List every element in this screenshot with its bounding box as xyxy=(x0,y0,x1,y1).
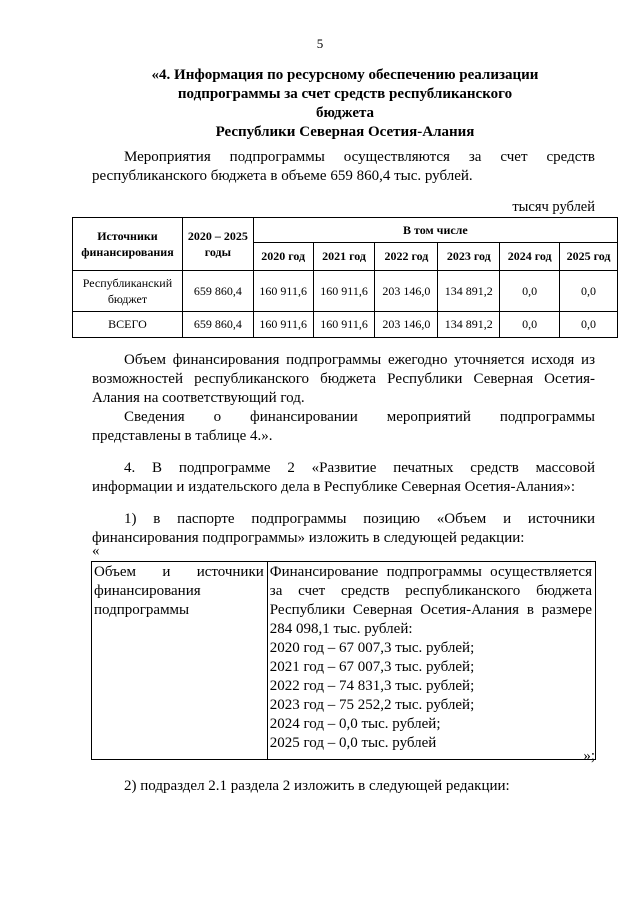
header-year: 2025 год xyxy=(560,243,618,271)
passport-table xyxy=(91,561,596,760)
passport-label-cell xyxy=(92,562,268,760)
cell-value: 160 911,6 xyxy=(313,312,375,338)
header-including: В том числе xyxy=(253,218,617,243)
passport-year-line: 2022 год – 74 831,3 тыс. рублей; xyxy=(269,678,475,694)
intro-paragraph xyxy=(92,148,595,186)
passport-year-line: 2023 год – 75 252,2 тыс. рублей; xyxy=(269,697,475,713)
passport-label-line: подпрограммы xyxy=(94,602,190,618)
paragraph-line: Сведения о финансировании мероприятий подпрограммы xyxy=(124,409,595,425)
cell-source: Республиканский бюджет xyxy=(73,271,183,312)
paragraph-line: представлены в таблице 4.». xyxy=(92,428,273,444)
page-number: 5 xyxy=(316,36,324,51)
paragraph-line: республиканского бюджета в объеме 659 860,4 тыс. рублей. xyxy=(92,168,473,184)
cell-total: 659 860,4 xyxy=(182,271,253,312)
unit-label: тысяч рублей xyxy=(512,199,595,215)
header-year: 2021 год xyxy=(313,243,375,271)
paragraph-line: возможностей республиканского бюджета Республики Северная Осетия- xyxy=(92,371,595,387)
header-year: 2024 год xyxy=(500,243,560,271)
passport-text-line: за счет средств республиканского бюджета xyxy=(269,583,592,599)
paragraph-line: 4. В подпрограмме 2 «Развитие печатных средств массовой xyxy=(124,460,595,476)
opening-quote: « xyxy=(92,543,100,559)
paragraph-line: Алания на соответствующий год. xyxy=(92,390,305,406)
section-heading xyxy=(150,66,540,142)
paragraph-line: информации и издательского дела в Республике Северная Осетия-Алания»: xyxy=(92,479,576,495)
cell-value: 134 891,2 xyxy=(438,312,500,338)
heading-line: Республики Северная Осетия-Алания xyxy=(215,124,475,140)
paragraph-line: Объем финансирования подпрограммы ежегодно уточняется исходя из xyxy=(124,352,595,368)
header-source: Источники финансирования xyxy=(73,218,183,271)
header-year: 2022 год xyxy=(375,243,438,271)
closing-quote: »; xyxy=(583,748,595,764)
passport-year-line: 2020 год – 67 007,3 тыс. рублей; xyxy=(269,640,475,656)
passport-text-line: 284 098,1 тыс. рублей: xyxy=(269,621,413,637)
paragraph-line: 2) подраздел 2.1 раздела 2 изложить в следующей редакции: xyxy=(124,778,510,794)
cell-value: 134 891,2 xyxy=(438,271,500,312)
paragraph-line: Мероприятия подпрограммы осуществляются за счет средств xyxy=(124,149,595,165)
cell-value: 160 911,6 xyxy=(313,271,375,312)
cell-value: 160 911,6 xyxy=(253,271,313,312)
passport-label-line: Объем и источники xyxy=(94,564,264,580)
heading-line: подпрограммы за счет средств республиканского бюджета xyxy=(177,86,513,121)
passport-label-line: финансирования xyxy=(94,583,201,599)
cell-value: 203 146,0 xyxy=(375,271,438,312)
item4-paragraph xyxy=(92,459,595,497)
cell-source: ВСЕГО xyxy=(73,312,183,338)
header-total: 2020 – 2025 годы xyxy=(182,218,253,271)
cell-value: 0,0 xyxy=(560,312,618,338)
passport-year-line: 2025 год – 0,0 тыс. рублей xyxy=(269,735,437,751)
header-year: 2020 год xyxy=(253,243,313,271)
paragraph-line: 1) в паспорте подпрограммы позицию «Объем и источники xyxy=(124,511,595,527)
cell-value: 160 911,6 xyxy=(253,312,313,338)
header-year: 2023 год xyxy=(438,243,500,271)
table-row xyxy=(73,312,618,338)
passport-year-line: 2021 год – 67 007,3 тыс. рублей; xyxy=(269,659,475,675)
table-row xyxy=(73,271,618,312)
heading-line: «4. Информация по ресурсному обеспечению реализации xyxy=(151,67,539,83)
passport-value-cell xyxy=(267,562,595,760)
paragraph-line: финансирования подпрограммы» изложить в следующей редакции: xyxy=(92,530,525,546)
passport-text-line: Финансирование подпрограммы осуществляется xyxy=(269,564,592,580)
passport-text-line: Республики Северная Осетия-Алания в размере xyxy=(269,602,592,618)
cell-value: 0,0 xyxy=(560,271,618,312)
cell-value: 203 146,0 xyxy=(375,312,438,338)
item1-paragraph xyxy=(92,510,595,548)
volume-paragraph xyxy=(92,351,595,446)
cell-value: 0,0 xyxy=(500,271,560,312)
finance-table xyxy=(72,217,618,338)
cell-value: 0,0 xyxy=(500,312,560,338)
cell-total: 659 860,4 xyxy=(182,312,253,338)
passport-year-line: 2024 год – 0,0 тыс. рублей; xyxy=(269,716,441,732)
item2-paragraph xyxy=(92,777,595,796)
